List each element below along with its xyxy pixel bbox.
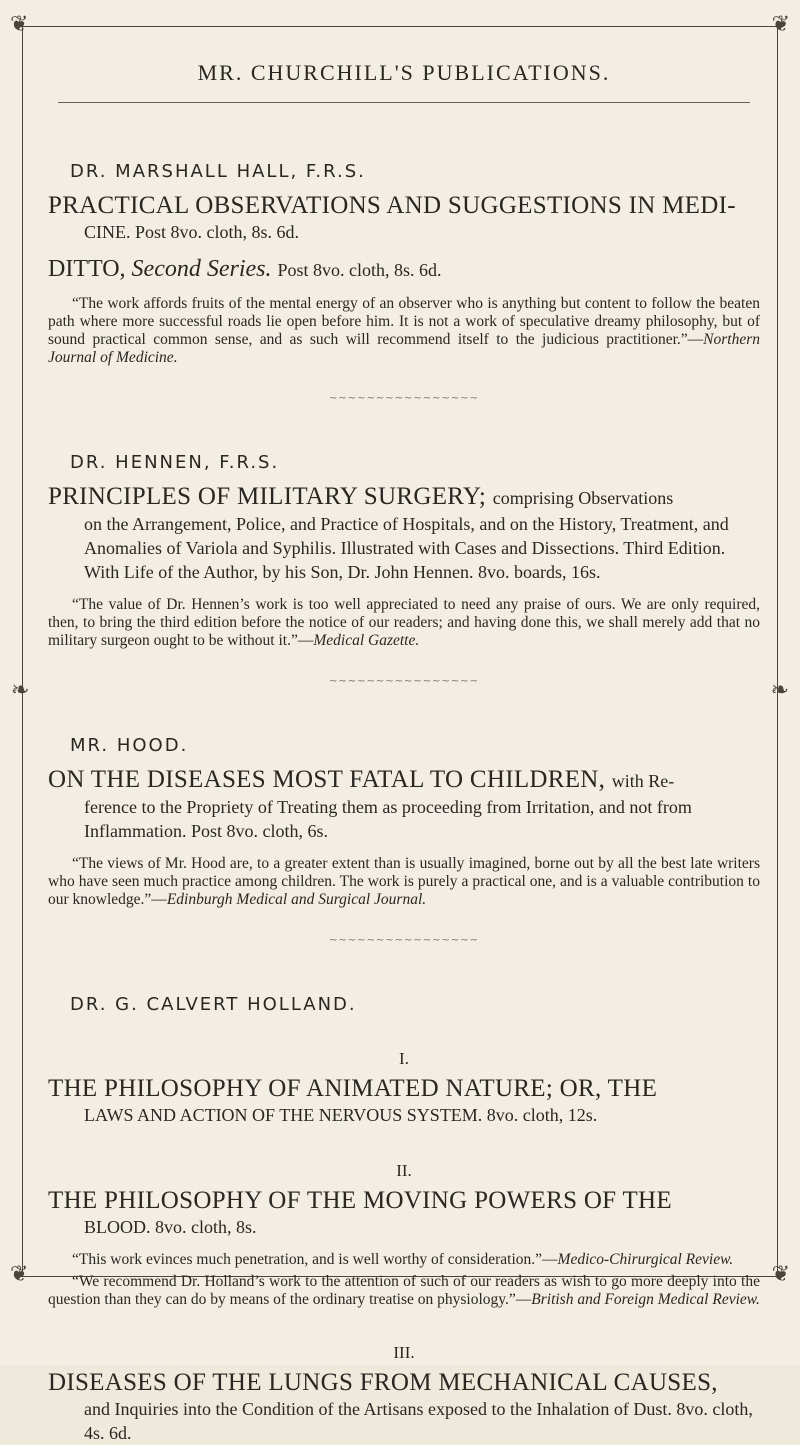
book-title (48, 1187, 760, 1239)
book-title-main: PRINCIPLES OF MILITARY SURGERY; (48, 483, 487, 510)
book-description: and Inquiries into the Condition of the Artisans exposed to the Inhalation of Dust. 8vo. cloth, 4s. 6d. (84, 1399, 753, 1443)
book-description: on the Arrangement, Police, and Practice of Hospitals, and on the History, Treatment, and Anomalies of Variola and Syphilis. Illustrated with Cases and Dissections. Third Edition. With Life of the Author, by his Son, Dr. John Hennen. 8vo. boards, 16s. (84, 514, 729, 582)
ditto-entry (48, 256, 760, 283)
review-quote (48, 295, 760, 367)
book-title (48, 1369, 760, 1445)
review-source: Northern Journal of Medicine. (48, 331, 760, 366)
book-title-continued: CINE. Post 8vo. cloth, 8s. 6d. (84, 222, 300, 242)
header-rule (58, 102, 750, 103)
book-title-rest: comprising Observations (492, 488, 674, 508)
review-source: British and Foreign Medical Review. (531, 1291, 760, 1308)
book-description: ference to the Propriety of Treating them as proceeding from Irritation, and not from Inflammation. Post 8vo. cloth, 6s. (84, 797, 692, 841)
author-heading: DR. HENNEN, F.R.S. (70, 452, 280, 473)
review-text: “We recommend Dr. Holland’s work to the attention of such of our readers as wish to go more deeply into the question than they can do by means of the ordinary treatise on physiology.”— (48, 1273, 760, 1308)
book-title (48, 483, 760, 584)
corner-ornament-icon: ❦ (771, 1262, 790, 1287)
book-title-continued: BLOOD. 8vo. cloth, 8s. (84, 1217, 257, 1237)
ditto-series: Second Series. (131, 256, 272, 282)
book-title (48, 192, 760, 244)
book-title-main: DISEASES OF THE LUNGS FROM MECHANICAL CAUSES, (48, 1369, 718, 1396)
review-text: “This work evinces much penetration, and is well worthy of consideration.”— (72, 1251, 558, 1268)
ditto-detail: Post 8vo. cloth, 8s. 6d. (277, 260, 442, 280)
work-numeral: III. (393, 1343, 415, 1362)
author-heading: MR. HOOD. (70, 735, 189, 756)
book-title-continued: LAWS AND ACTION OF THE NERVOUS SYSTEM. 8vo. cloth, 12s. (84, 1105, 598, 1125)
review-quote (48, 1273, 760, 1309)
page-header: MR. CHURCHILL'S PUBLICATIONS. (197, 60, 611, 85)
ditto-word: DITTO, (48, 256, 126, 282)
review-source: Medico-Chirurgical Review. (557, 1251, 734, 1268)
content (48, 60, 760, 1445)
book-title (48, 1075, 760, 1127)
review-text: “The value of Dr. Hennen’s work is too well appreciated to need any praise of ours. We are only required, then, to bring the third edition before the notice of our readers; and having done this, we shall merely add that no military surgeon ought to be without it.”— (48, 596, 760, 649)
border-top (18, 26, 782, 27)
work-numeral: II. (396, 1161, 412, 1180)
book-title (48, 766, 760, 843)
border-right (777, 26, 778, 1276)
review-text: “The views of Mr. Hood are, to a greater extent than is usually imagined, borne out by all the best late writers who have seen much practice among children. The work is purely a practical one, and is a valuable contribution to our knowledge.”— (48, 855, 760, 908)
book-title-main: THE PHILOSOPHY OF ANIMATED NATURE; OR, THE (48, 1075, 658, 1102)
review-quote (48, 855, 760, 909)
book-title-main: ON THE DISEASES MOST FATAL TO CHILDREN, (48, 766, 606, 793)
review-source: Edinburgh Medical and Surgical Journal. (166, 891, 427, 908)
work-numeral: I. (399, 1049, 409, 1068)
corner-ornament-icon: ❦ (10, 1262, 29, 1287)
book-title-main: THE PHILOSOPHY OF THE MOVING POWERS OF THE (48, 1187, 672, 1214)
corner-ornament-icon: ❦ (771, 12, 790, 37)
corner-ornament-icon: ❦ (10, 12, 29, 37)
border-left (22, 26, 23, 1276)
book-title-rest: with Re- (611, 771, 675, 791)
side-ornament-icon: ❧ (770, 678, 789, 703)
author-heading: DR. G. CALVERT HOLLAND. (70, 994, 357, 1015)
side-ornament-icon: ❧ (11, 678, 30, 703)
book-title-main: PRACTICAL OBSERVATIONS AND SUGGESTIONS IN MEDI- (48, 192, 736, 219)
author-heading: DR. MARSHALL HALL, F.R.S. (70, 161, 366, 182)
review-quote (48, 596, 760, 650)
review-source: Medical Gazette. (313, 632, 420, 649)
review-text: “The work affords fruits of the mental energy of an observer who is anything but content to follow the beaten path where more successful roads lie open before him. It is not a work of speculative dreamy philosophy, but of sound practical common sense, and as such will recommend itself to the judicious practitioner.”— (48, 295, 760, 348)
review-quote (48, 1251, 760, 1269)
section-separator: ~~~~~~~~~~~~~~~~ (328, 393, 480, 404)
section-separator: ~~~~~~~~~~~~~~~~ (328, 935, 480, 946)
section-separator: ~~~~~~~~~~~~~~~~ (328, 676, 480, 687)
